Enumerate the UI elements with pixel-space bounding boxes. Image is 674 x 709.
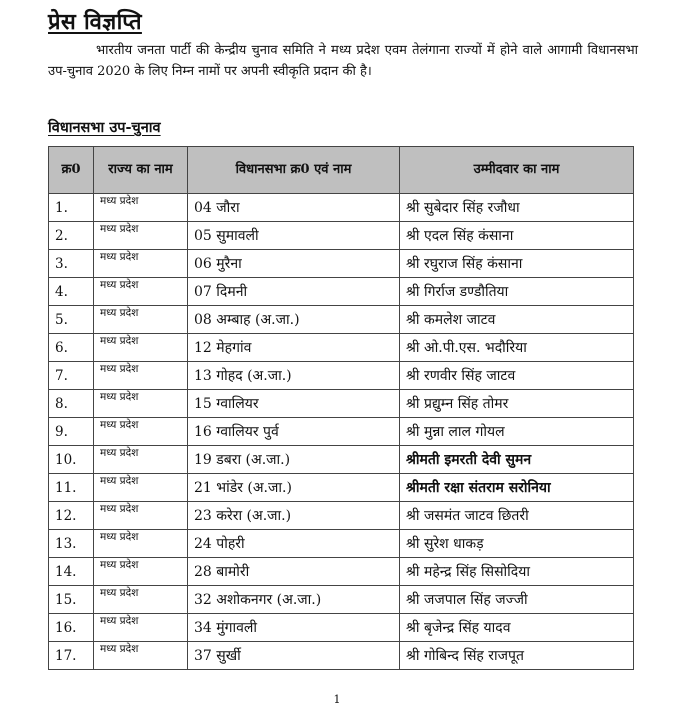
header-serial: क्र0 — [49, 147, 94, 194]
candidate-cell: श्री रणवीर सिंह जाटव — [400, 362, 634, 390]
table-row — [49, 530, 634, 558]
state-cell: मध्य प्रदेश — [94, 446, 188, 474]
header-constituency: विधानसभा क्र0 एवं नाम — [188, 147, 400, 194]
constituency-cell: 08 अम्बाह (अ.जा.) — [188, 306, 400, 334]
table-row — [49, 334, 634, 362]
candidate-cell: श्री मुन्ना लाल गोयल — [400, 418, 634, 446]
state-cell: मध्य प्रदेश — [94, 334, 188, 362]
candidate-cell: श्री एदल सिंह कंसाना — [400, 222, 634, 250]
page-title: प्रेस विज्ञप्ति — [48, 9, 142, 35]
table-row — [49, 362, 634, 390]
state-cell: मध्य प्रदेश — [94, 642, 188, 670]
state-cell: मध्य प्रदेश — [94, 586, 188, 614]
header-state: राज्य का नाम — [94, 147, 188, 194]
table-row — [49, 194, 634, 222]
constituency-cell: 24 पोहरी — [188, 530, 400, 558]
serial-number-cell: 6. — [49, 334, 94, 362]
serial-number-cell: 16. — [49, 614, 94, 642]
table-row — [49, 446, 634, 474]
constituency-cell: 23 करेरा (अ.जा.) — [188, 502, 400, 530]
constituency-cell: 06 मुरैना — [188, 250, 400, 278]
candidate-cell: श्री प्रद्युम्न सिंह तोमर — [400, 390, 634, 418]
serial-number-cell: 5. — [49, 306, 94, 334]
serial-number-cell: 17. — [49, 642, 94, 670]
constituency-cell: 28 बामोरी — [188, 558, 400, 586]
table-row — [49, 390, 634, 418]
state-cell: मध्य प्रदेश — [94, 502, 188, 530]
table-row — [49, 502, 634, 530]
table-row — [49, 306, 634, 334]
state-cell: मध्य प्रदेश — [94, 614, 188, 642]
table-row — [49, 250, 634, 278]
constituency-cell: 19 डबरा (अ.जा.) — [188, 446, 400, 474]
candidate-cell: श्री कमलेश जाटव — [400, 306, 634, 334]
serial-number-cell: 9. — [49, 418, 94, 446]
intro-paragraph: भारतीय जनता पार्टी की केन्द्रीय चुनाव समिति ने मध्य प्रदेश एवम तेलंगाना राज्यों में होने वाले आगामी विधानसभा उप-चुनाव 2020 के लिए निम्न नामों पर अपनी स्वीकृति प्रदान की है। — [48, 43, 638, 79]
table-row — [49, 278, 634, 306]
table-body — [49, 194, 634, 670]
state-cell: मध्य प्रदेश — [94, 362, 188, 390]
state-cell: मध्य प्रदेश — [94, 474, 188, 502]
candidates-table — [48, 146, 634, 670]
candidate-cell: श्री गोबिन्द सिंह राजपूत — [400, 642, 634, 670]
constituency-cell: 37 सुर्खी — [188, 642, 400, 670]
state-cell: मध्य प्रदेश — [94, 530, 188, 558]
header-candidate: उम्मीदवार का नाम — [400, 147, 634, 194]
candidate-cell: श्री गिर्राज डण्डौतिया — [400, 278, 634, 306]
state-cell: मध्य प्रदेश — [94, 250, 188, 278]
constituency-cell: 15 ग्वालियर — [188, 390, 400, 418]
candidate-cell: श्रीमती इमरती देवी सुमन — [400, 446, 634, 474]
table-row — [49, 614, 634, 642]
serial-number-cell: 11. — [49, 474, 94, 502]
candidate-cell: श्रीमती रक्षा संतराम सरोनिया — [400, 474, 634, 502]
serial-number-cell: 13. — [49, 530, 94, 558]
constituency-cell: 05 सुमावली — [188, 222, 400, 250]
candidate-cell: श्री जसमंत जाटव छितरी — [400, 502, 634, 530]
serial-number-cell: 8. — [49, 390, 94, 418]
serial-number-cell: 3. — [49, 250, 94, 278]
constituency-cell: 34 मुंगावली — [188, 614, 400, 642]
serial-number-cell: 12. — [49, 502, 94, 530]
page-number: 1 — [333, 693, 341, 706]
constituency-cell: 21 भांडेर (अ.जा.) — [188, 474, 400, 502]
state-cell: मध्य प्रदेश — [94, 278, 188, 306]
state-cell: मध्य प्रदेश — [94, 390, 188, 418]
constituency-cell: 12 मेहगांव — [188, 334, 400, 362]
table-row — [49, 222, 634, 250]
candidate-cell: श्री सुबेदार सिंह रजौधा — [400, 194, 634, 222]
constituency-cell: 13 गोहद (अ.जा.) — [188, 362, 400, 390]
state-cell: मध्य प्रदेश — [94, 194, 188, 222]
candidate-cell: श्री रघुराज सिंह कंसाना — [400, 250, 634, 278]
table-row — [49, 418, 634, 446]
candidate-cell: श्री जजपाल सिंह जज्जी — [400, 586, 634, 614]
constituency-cell: 07 दिमनी — [188, 278, 400, 306]
candidate-cell: श्री ओ.पी.एस. भदौरिया — [400, 334, 634, 362]
state-cell: मध्य प्रदेश — [94, 558, 188, 586]
state-cell: मध्य प्रदेश — [94, 222, 188, 250]
serial-number-cell: 1. — [49, 194, 94, 222]
table-row — [49, 642, 634, 670]
table-row — [49, 558, 634, 586]
serial-number-cell: 10. — [49, 446, 94, 474]
constituency-cell: 16 ग्वालियर पुर्व — [188, 418, 400, 446]
serial-number-cell: 15. — [49, 586, 94, 614]
table-row — [49, 474, 634, 502]
serial-number-cell: 2. — [49, 222, 94, 250]
candidate-cell: श्री महेन्द्र सिंह सिसोदिया — [400, 558, 634, 586]
serial-number-cell: 14. — [49, 558, 94, 586]
table-header-row — [49, 147, 634, 194]
serial-number-cell: 4. — [49, 278, 94, 306]
constituency-cell: 32 अशोकनगर (अ.जा.) — [188, 586, 400, 614]
candidate-cell: श्री सुरेश धाकड़ — [400, 530, 634, 558]
candidate-cell: श्री बृजेन्द्र सिंह यादव — [400, 614, 634, 642]
table-row — [49, 586, 634, 614]
constituency-cell: 04 जौरा — [188, 194, 400, 222]
section-heading: विधानसभा उप-चुनाव — [48, 119, 161, 136]
state-cell: मध्य प्रदेश — [94, 418, 188, 446]
serial-number-cell: 7. — [49, 362, 94, 390]
state-cell: मध्य प्रदेश — [94, 306, 188, 334]
